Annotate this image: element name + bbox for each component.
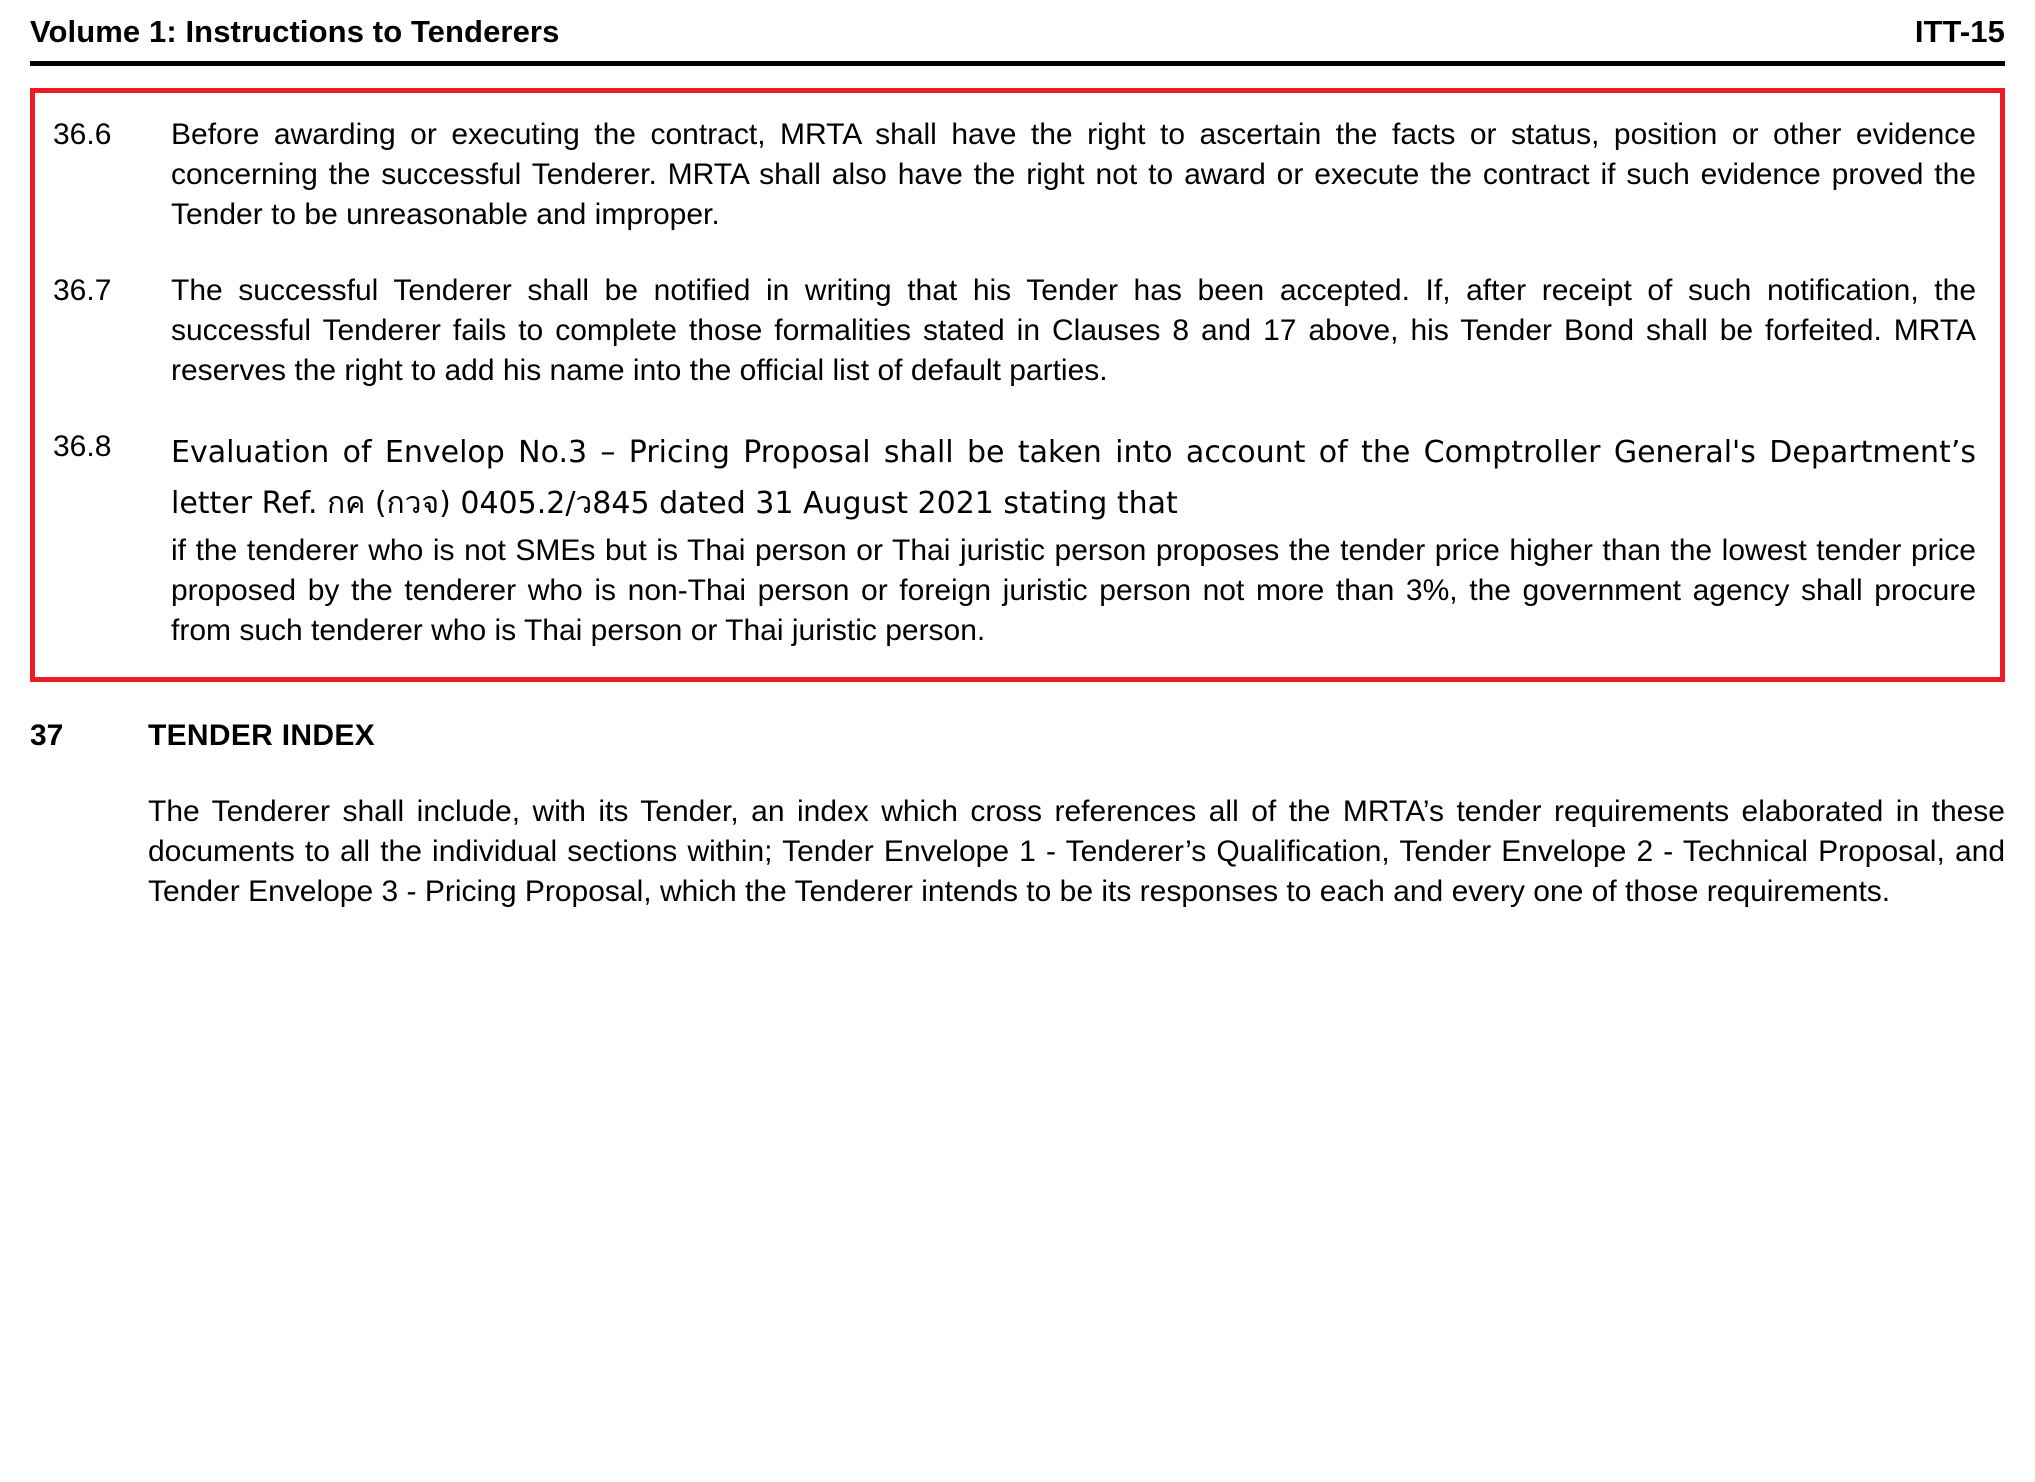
section-heading (30, 716, 2005, 756)
highlighted-clause-box (30, 88, 2005, 682)
clause-36-6 (53, 115, 1976, 235)
clause-body (171, 115, 1976, 235)
clause-paragraph: The successful Tenderer shall be notified in writing that his Tender has been accepted. If, after receipt of such notification, the successful Tenderer fails to complete those formalities stated in Clauses 8 and 17 above, his Tender Bond shall be forfeited. MRTA reserves the right to add his name into the official list of default parties. (171, 274, 1976, 387)
clause-36-8 (53, 427, 1976, 651)
clause-body (171, 427, 1976, 651)
clause-number: 36.7 (53, 274, 112, 307)
header-divider-rule (30, 61, 2005, 66)
section-number: 37 (30, 719, 64, 752)
section-title: TENDER INDEX (148, 719, 375, 752)
clause-36-7 (53, 271, 1976, 391)
page-header (30, 0, 2005, 50)
clause-number: 36.6 (53, 118, 112, 151)
section-paragraph: The Tenderer shall include, with its Tender, an index which cross references all of the MRTA’s tender requirements elaborated in these documents to all the individual sections within; Tender Envelope 1 - Tenderer’s Qualification, Tender Envelope 2 - Technical Proposal, and Tender Envelope 3 - Pricing Proposal, which the Tenderer intends to be its responses to each and every one of those requirements. (148, 795, 2005, 908)
section-37 (30, 716, 2005, 912)
clause-paragraph-lead: Evaluation of Envelop No.3 – Pricing Proposal shall be taken into account of the Comptroller General's Department’s letter Ref. กค (กวจ) 0405.2/ว845 dated 31 August 2021 stating that (171, 435, 1976, 521)
clause-paragraph-tail: if the tenderer who is not SMEs but is Thai person or Thai juristic person proposes the tender price higher than the lowest tender price proposed by the tenderer who is non-Thai person or foreign juristic person not more than 3%, the government agency shall procure from such tenderer who is Thai person or Thai juristic person. (171, 534, 1976, 647)
section-text (148, 792, 2005, 912)
clause-paragraph: Before awarding or executing the contract, MRTA shall have the right to ascertain the facts or status, position or other evidence concerning the successful Tenderer. MRTA shall also have the right not to award or execute the contract if such evidence proved the Tender to be unreasonable and improper. (171, 118, 1976, 231)
header-page-folio: ITT-15 (1914, 14, 2005, 49)
header-volume-title: Volume 1: Instructions to Tenderers (30, 14, 560, 49)
section-body (30, 792, 2005, 912)
clause-number: 36.8 (53, 430, 112, 463)
clause-body (171, 271, 1976, 391)
